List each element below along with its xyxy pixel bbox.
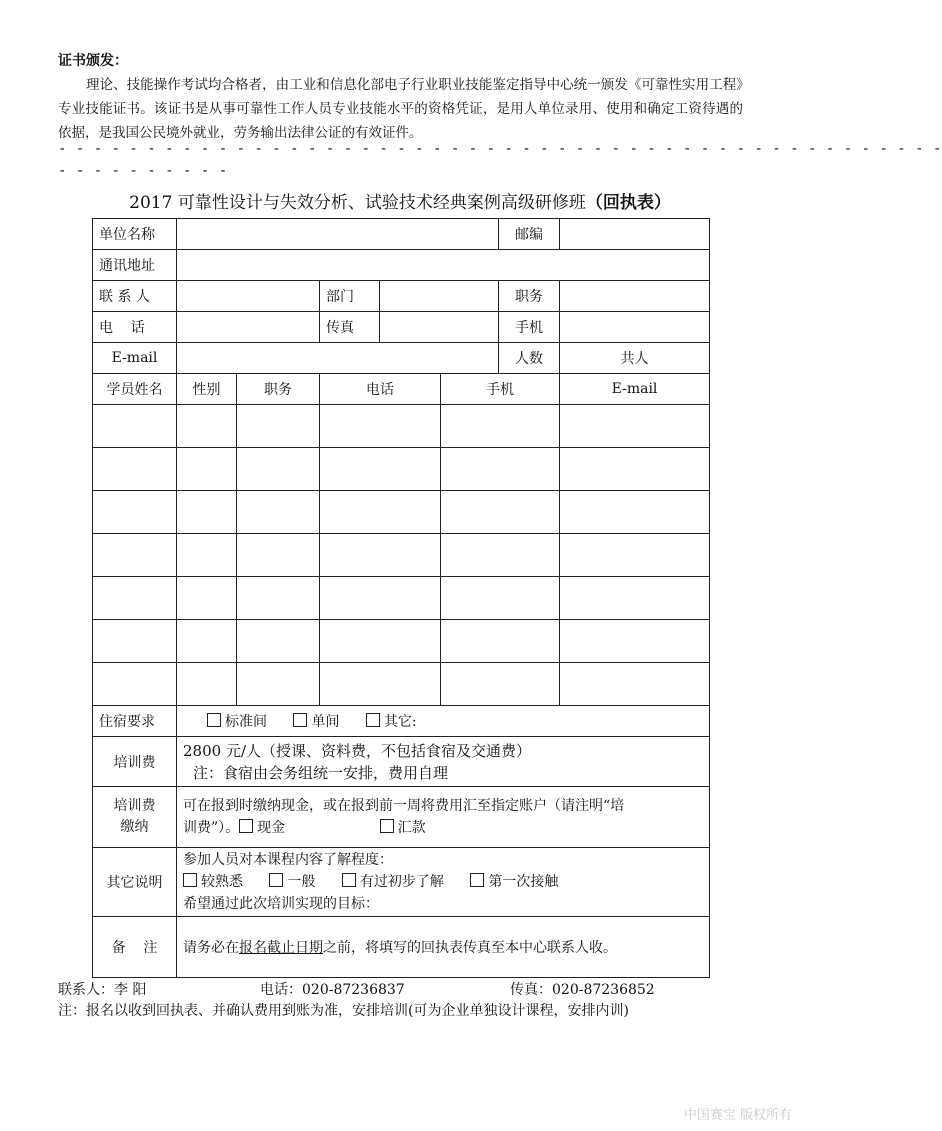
student-cell[interactable]	[177, 577, 237, 620]
student-cell[interactable]	[441, 663, 560, 706]
email-label: E-mail	[93, 343, 177, 374]
phone-label: 电 话	[93, 312, 177, 343]
student-cell[interactable]	[177, 534, 237, 577]
form-title-bold: （回执表）	[585, 193, 671, 213]
student-row	[93, 534, 710, 577]
student-cell[interactable]	[93, 620, 177, 663]
student-cell[interactable]	[93, 448, 177, 491]
contact-label: 联 系 人	[93, 281, 177, 312]
lodging-label: 住宿要求	[93, 706, 177, 737]
student-cell[interactable]	[237, 620, 320, 663]
checkbox-icon[interactable]	[207, 713, 221, 727]
student-cell[interactable]	[177, 405, 237, 448]
student-row	[93, 448, 710, 491]
certificate-heading: 证书颁发：	[58, 53, 128, 69]
student-header: 职务	[237, 374, 320, 405]
student-header: 性别	[177, 374, 237, 405]
student-cell[interactable]	[237, 663, 320, 706]
familiarity-option[interactable]: 一般	[269, 874, 315, 890]
student-cell[interactable]	[560, 620, 710, 663]
mobile-label: 手机	[499, 312, 560, 343]
checkbox-icon[interactable]	[342, 873, 356, 887]
student-cell[interactable]	[320, 620, 441, 663]
remarks-text: 请务必在报名截止日期之前，将填写的回执表传真至本中心联系人收。	[177, 917, 710, 978]
fee-label: 培训费	[93, 737, 177, 787]
lodging-option[interactable]: 其它:	[366, 714, 417, 730]
lodging-option[interactable]: 标准间	[207, 714, 267, 730]
familiarity-option[interactable]: 有过初步了解	[342, 874, 444, 890]
mobile-field[interactable]	[560, 312, 710, 343]
footer-note: 注：报名以收到回执表、并确认费用到账为准，安排培训(可为企业单独设计课程，安排内训)	[58, 1003, 629, 1019]
student-cell[interactable]	[560, 577, 710, 620]
student-cell[interactable]	[441, 405, 560, 448]
other-label: 其它说明	[93, 848, 177, 917]
payment-label: 培训费	[113, 798, 156, 814]
student-cell[interactable]	[177, 620, 237, 663]
student-cell[interactable]	[237, 577, 320, 620]
student-row	[93, 491, 710, 534]
count-value[interactable]: 共人	[560, 343, 710, 374]
familiarity-option[interactable]: 第一次接触	[470, 874, 558, 890]
student-cell[interactable]	[560, 663, 710, 706]
footer-contacts	[58, 979, 758, 999]
student-row	[93, 620, 710, 663]
cut-line-continued: - - - - - - - - - -	[58, 163, 228, 179]
payment-text: 可在报到时缴纳现金，或在报到前一周将费用汇至指定账户（请注明“培	[183, 798, 625, 814]
checkbox-icon[interactable]	[380, 819, 394, 833]
email-field[interactable]	[177, 343, 499, 374]
student-cell[interactable]	[177, 663, 237, 706]
student-cell[interactable]	[93, 663, 177, 706]
student-cell[interactable]	[237, 534, 320, 577]
student-cell[interactable]	[441, 534, 560, 577]
student-cell[interactable]	[441, 448, 560, 491]
registration-form	[92, 218, 710, 978]
student-cell[interactable]	[560, 405, 710, 448]
fax-field[interactable]	[380, 312, 499, 343]
count-label: 人数	[499, 343, 560, 374]
postcode-label: 邮编	[499, 219, 560, 250]
checkbox-icon[interactable]	[470, 873, 484, 887]
student-cell[interactable]	[93, 491, 177, 534]
student-cell[interactable]	[560, 534, 710, 577]
student-cell[interactable]	[93, 577, 177, 620]
student-cell[interactable]	[93, 534, 177, 577]
student-cell[interactable]	[320, 448, 441, 491]
form-title-main: 2017 可靠性设计与失效分析、试验技术经典案例高级研修班	[129, 193, 586, 213]
checkbox-icon[interactable]	[239, 819, 253, 833]
student-header: 电话	[320, 374, 441, 405]
student-cell[interactable]	[441, 620, 560, 663]
footer-phone: 电话：020-87236837	[260, 982, 405, 998]
fee-note: 注：食宿由会务组统一安排，费用自理	[193, 763, 449, 782]
student-row	[93, 663, 710, 706]
student-cell[interactable]	[560, 448, 710, 491]
student-header: 手机	[441, 374, 560, 405]
unit-name-label: 单位名称	[93, 219, 177, 250]
checkbox-icon[interactable]	[293, 713, 307, 727]
address-field[interactable]	[177, 250, 710, 281]
position-label: 职务	[499, 281, 560, 312]
footer-fax: 传真：020-87236852	[510, 982, 655, 998]
student-cell[interactable]	[177, 448, 237, 491]
cut-line: - - - - - - - - - - - - - - - - - - - - - - - - - - - - - - - - - - - - - - - - - - - - - - - - - -	[58, 141, 942, 157]
student-row	[93, 405, 710, 448]
student-cell[interactable]	[320, 534, 441, 577]
payment-label-2: 缴纳	[120, 819, 149, 835]
fax-label: 传真	[320, 312, 380, 343]
footer-contact: 联系人：李 阳	[58, 982, 147, 998]
payment-text-2: 训费”）。	[183, 820, 240, 836]
student-header: E-mail	[560, 374, 710, 405]
watermark: 中国赛宝 版权所有	[683, 1108, 792, 1123]
phone-field[interactable]	[177, 312, 320, 343]
student-rows	[93, 405, 710, 706]
position-field[interactable]	[560, 281, 710, 312]
checkbox-icon[interactable]	[366, 713, 380, 727]
student-cell[interactable]	[177, 491, 237, 534]
student-header: 学员姓名	[93, 374, 177, 405]
checkbox-icon[interactable]	[183, 873, 197, 887]
form-title	[0, 188, 800, 213]
unit-name-field[interactable]	[177, 219, 499, 250]
student-cell[interactable]	[237, 448, 320, 491]
student-cell[interactable]	[441, 491, 560, 534]
student-cell[interactable]	[320, 577, 441, 620]
student-cell[interactable]	[320, 663, 441, 706]
lodging-option[interactable]: 单间	[293, 714, 339, 730]
payment-option-transfer[interactable]: 汇款	[397, 820, 426, 836]
remarks-label: 备 注	[93, 917, 177, 978]
contact-field[interactable]	[177, 281, 320, 312]
student-cell[interactable]	[320, 491, 441, 534]
department-field[interactable]	[380, 281, 499, 312]
checkbox-icon[interactable]	[269, 873, 283, 887]
student-header-row	[93, 374, 710, 405]
goal-text: 希望通过此次培训实现的目标：	[183, 896, 379, 912]
familiarity-option[interactable]: 较熟悉	[183, 874, 243, 890]
postcode-field[interactable]	[560, 219, 710, 250]
fee-text: 2800 元/人（授课、资料费，不包括食宿及交通费）	[183, 741, 531, 760]
student-row	[93, 577, 710, 620]
address-label: 通讯地址	[93, 250, 177, 281]
certificate-body: 理论、技能操作考试均合格者，由工业和信息化部电子行业职业技能鉴定指导中心统一颁发《可靠性实用工程》专业技能证书。该证书是从事可靠性工作人员专业技能水平的资格凭证，是用人单位录用、使用和确定工资待遇的依据，是我国公民境外就业，劳务输出法律公证的有效证件。	[58, 77, 743, 141]
student-cell[interactable]	[237, 405, 320, 448]
student-cell[interactable]	[93, 405, 177, 448]
student-cell[interactable]	[237, 491, 320, 534]
other-text: 参加人员对本课程内容了解程度：	[183, 852, 393, 868]
payment-option-cash[interactable]: 现金	[257, 820, 286, 836]
student-cell[interactable]	[320, 405, 441, 448]
student-cell[interactable]	[441, 577, 560, 620]
department-label: 部门	[320, 281, 380, 312]
student-cell[interactable]	[560, 491, 710, 534]
